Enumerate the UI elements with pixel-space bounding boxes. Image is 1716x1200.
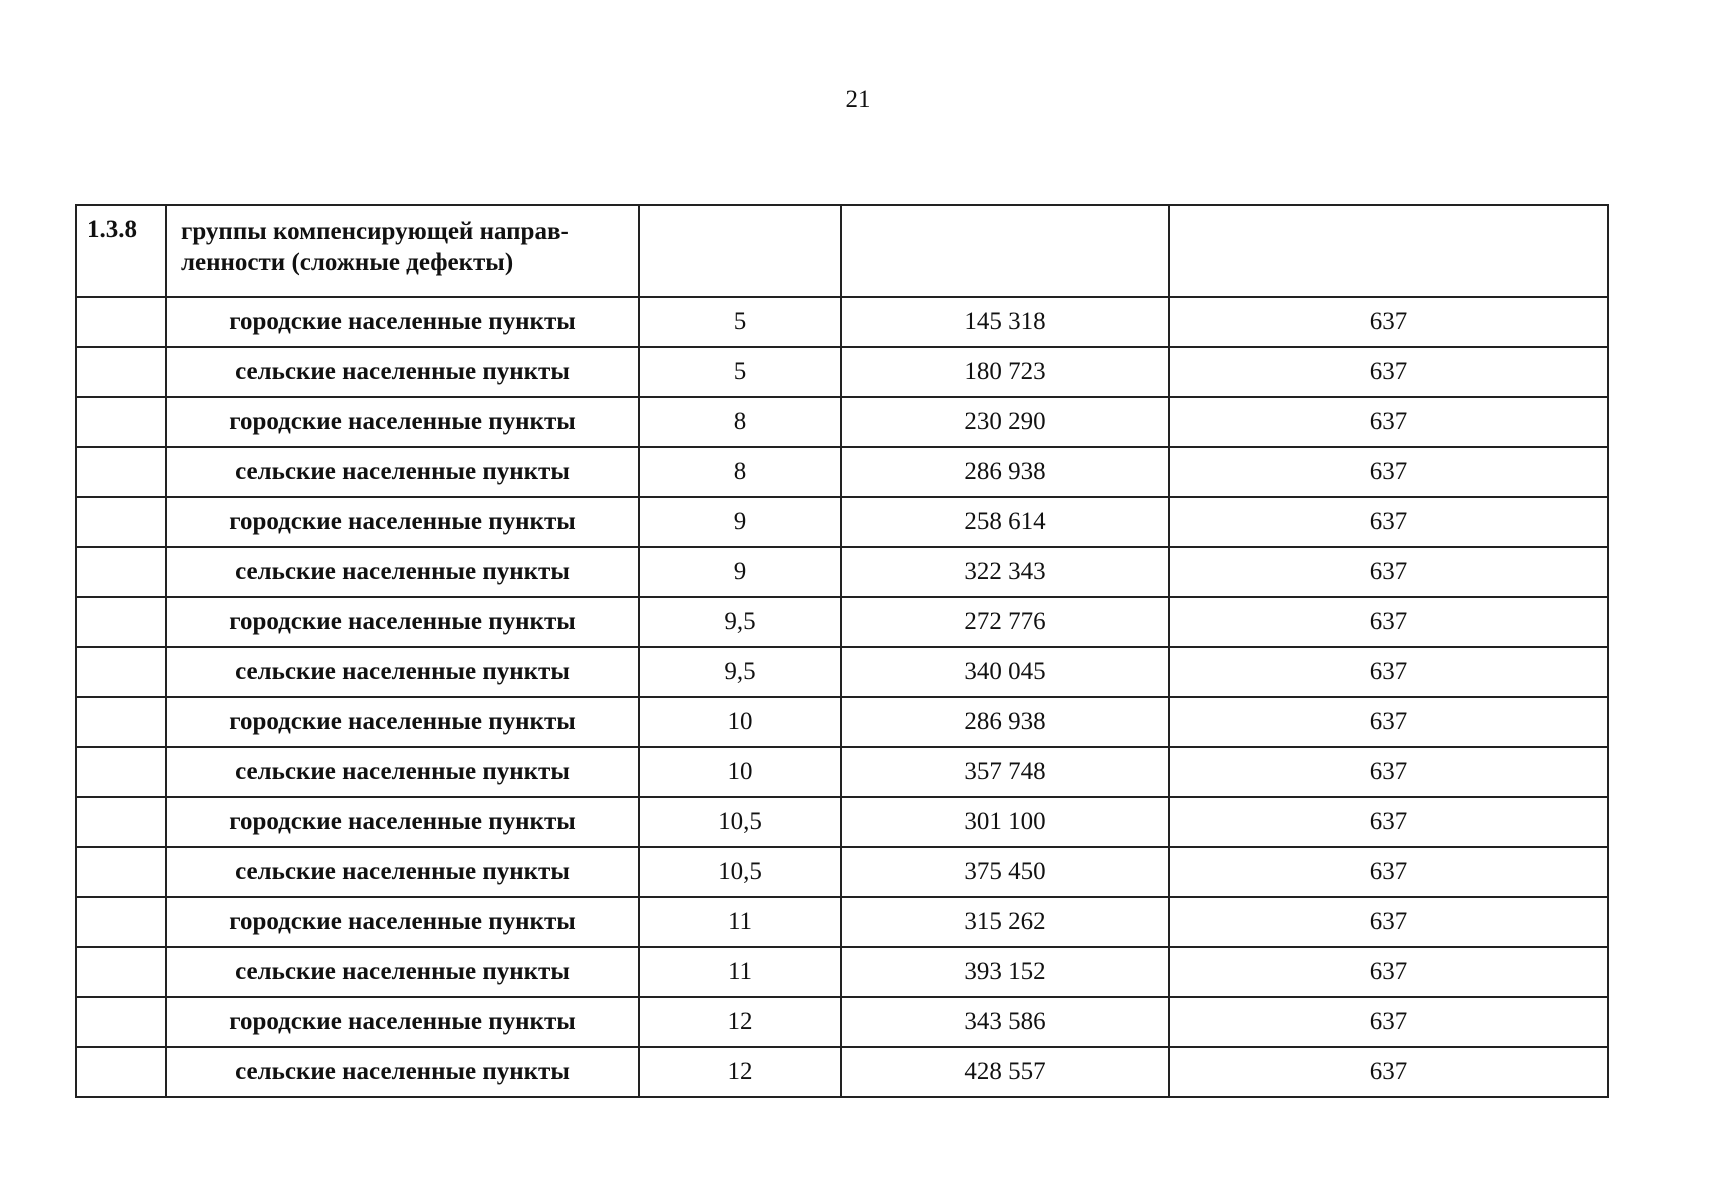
value2-cell: 230 290 bbox=[841, 397, 1169, 447]
value1-cell: 10 bbox=[639, 697, 841, 747]
settlement-type-cell: городские населенные пункты bbox=[166, 597, 639, 647]
table-row bbox=[76, 597, 1608, 647]
value3-cell: 637 bbox=[1169, 747, 1608, 797]
value3-cell: 637 bbox=[1169, 447, 1608, 497]
table-row bbox=[76, 947, 1608, 997]
row-code-cell bbox=[76, 847, 166, 897]
settlement-type-cell: городские населенные пункты bbox=[166, 497, 639, 547]
table-row bbox=[76, 447, 1608, 497]
settlement-type-cell: сельские населенные пункты bbox=[166, 447, 639, 497]
value3-cell: 637 bbox=[1169, 997, 1608, 1047]
row-code-cell bbox=[76, 947, 166, 997]
value3-cell: 637 bbox=[1169, 897, 1608, 947]
value1-cell: 9,5 bbox=[639, 647, 841, 697]
settlement-type-cell: сельские населенные пункты bbox=[166, 747, 639, 797]
row-code-cell bbox=[76, 597, 166, 647]
row-code-cell bbox=[76, 497, 166, 547]
section-title bbox=[166, 205, 639, 297]
settlement-type-cell: городские населенные пункты bbox=[166, 797, 639, 847]
value2-cell: 180 723 bbox=[841, 347, 1169, 397]
settlement-type-cell: городские населенные пункты bbox=[166, 397, 639, 447]
settlement-type-cell: городские населенные пункты bbox=[166, 297, 639, 347]
section-title-line-2: ленности (сложные дефекты) bbox=[181, 249, 514, 276]
table-row bbox=[76, 747, 1608, 797]
table-row bbox=[76, 347, 1608, 397]
header-empty-cell-3 bbox=[639, 205, 841, 297]
value2-cell: 375 450 bbox=[841, 847, 1169, 897]
row-code-cell bbox=[76, 797, 166, 847]
value3-cell: 637 bbox=[1169, 1047, 1608, 1097]
value2-cell: 343 586 bbox=[841, 997, 1169, 1047]
row-code-cell bbox=[76, 697, 166, 747]
value2-cell: 340 045 bbox=[841, 647, 1169, 697]
settlement-type-cell: городские населенные пункты bbox=[166, 897, 639, 947]
header-empty-cell-4 bbox=[841, 205, 1169, 297]
table-row bbox=[76, 1047, 1608, 1097]
value2-cell: 393 152 bbox=[841, 947, 1169, 997]
value1-cell: 9,5 bbox=[639, 597, 841, 647]
value2-cell: 145 318 bbox=[841, 297, 1169, 347]
value1-cell: 5 bbox=[639, 297, 841, 347]
settlement-type-cell: сельские населенные пункты bbox=[166, 347, 639, 397]
value3-cell: 637 bbox=[1169, 697, 1608, 747]
value1-cell: 12 bbox=[639, 1047, 841, 1097]
value2-cell: 272 776 bbox=[841, 597, 1169, 647]
table-row bbox=[76, 697, 1608, 747]
value3-cell: 637 bbox=[1169, 547, 1608, 597]
settlement-type-cell: городские населенные пункты bbox=[166, 997, 639, 1047]
value3-cell: 637 bbox=[1169, 497, 1608, 547]
value1-cell: 10,5 bbox=[639, 797, 841, 847]
page-number: 21 bbox=[845, 86, 871, 113]
value3-cell: 637 bbox=[1169, 397, 1608, 447]
row-code-cell bbox=[76, 397, 166, 447]
settlement-type-cell: сельские населенные пункты bbox=[166, 847, 639, 897]
table-header-row bbox=[76, 205, 1608, 297]
table-row bbox=[76, 897, 1608, 947]
value3-cell: 637 bbox=[1169, 297, 1608, 347]
value2-cell: 301 100 bbox=[841, 797, 1169, 847]
tariff-table bbox=[75, 204, 1609, 1098]
row-code-cell bbox=[76, 547, 166, 597]
value1-cell: 8 bbox=[639, 397, 841, 447]
value3-cell: 637 bbox=[1169, 847, 1608, 897]
row-code-cell bbox=[76, 1047, 166, 1097]
value1-cell: 11 bbox=[639, 897, 841, 947]
table-row bbox=[76, 997, 1608, 1047]
row-code-cell bbox=[76, 997, 166, 1047]
section-title-line-1: группы компенсирующей направ- bbox=[181, 218, 569, 245]
value1-cell: 10,5 bbox=[639, 847, 841, 897]
table-row bbox=[76, 297, 1608, 347]
value2-cell: 315 262 bbox=[841, 897, 1169, 947]
table-row bbox=[76, 397, 1608, 447]
value2-cell: 428 557 bbox=[841, 1047, 1169, 1097]
row-code-cell bbox=[76, 447, 166, 497]
table-row bbox=[76, 497, 1608, 547]
settlement-type-cell: городские населенные пункты bbox=[166, 697, 639, 747]
value1-cell: 9 bbox=[639, 497, 841, 547]
table-row bbox=[76, 647, 1608, 697]
row-code-cell bbox=[76, 297, 166, 347]
value3-cell: 637 bbox=[1169, 947, 1608, 997]
row-code-cell bbox=[76, 897, 166, 947]
settlement-type-cell: сельские населенные пункты bbox=[166, 1047, 639, 1097]
row-code-cell bbox=[76, 647, 166, 697]
value1-cell: 8 bbox=[639, 447, 841, 497]
value2-cell: 258 614 bbox=[841, 497, 1169, 547]
table-row bbox=[76, 547, 1608, 597]
table-body bbox=[76, 205, 1608, 1097]
value2-cell: 357 748 bbox=[841, 747, 1169, 797]
value2-cell: 286 938 bbox=[841, 447, 1169, 497]
table-row bbox=[76, 847, 1608, 897]
header-empty-cell-5 bbox=[1169, 205, 1608, 297]
row-code-cell bbox=[76, 747, 166, 797]
value2-cell: 322 343 bbox=[841, 547, 1169, 597]
value1-cell: 9 bbox=[639, 547, 841, 597]
value3-cell: 637 bbox=[1169, 347, 1608, 397]
value1-cell: 12 bbox=[639, 997, 841, 1047]
value3-cell: 637 bbox=[1169, 647, 1608, 697]
settlement-type-cell: сельские населенные пункты bbox=[166, 947, 639, 997]
settlement-type-cell: сельские населенные пункты bbox=[166, 547, 639, 597]
table-row bbox=[76, 797, 1608, 847]
value2-cell: 286 938 bbox=[841, 697, 1169, 747]
value1-cell: 10 bbox=[639, 747, 841, 797]
value3-cell: 637 bbox=[1169, 797, 1608, 847]
value1-cell: 5 bbox=[639, 347, 841, 397]
value3-cell: 637 bbox=[1169, 597, 1608, 647]
section-code: 1.3.8 bbox=[76, 205, 166, 297]
value1-cell: 11 bbox=[639, 947, 841, 997]
settlement-type-cell: сельские населенные пункты bbox=[166, 647, 639, 697]
row-code-cell bbox=[76, 347, 166, 397]
